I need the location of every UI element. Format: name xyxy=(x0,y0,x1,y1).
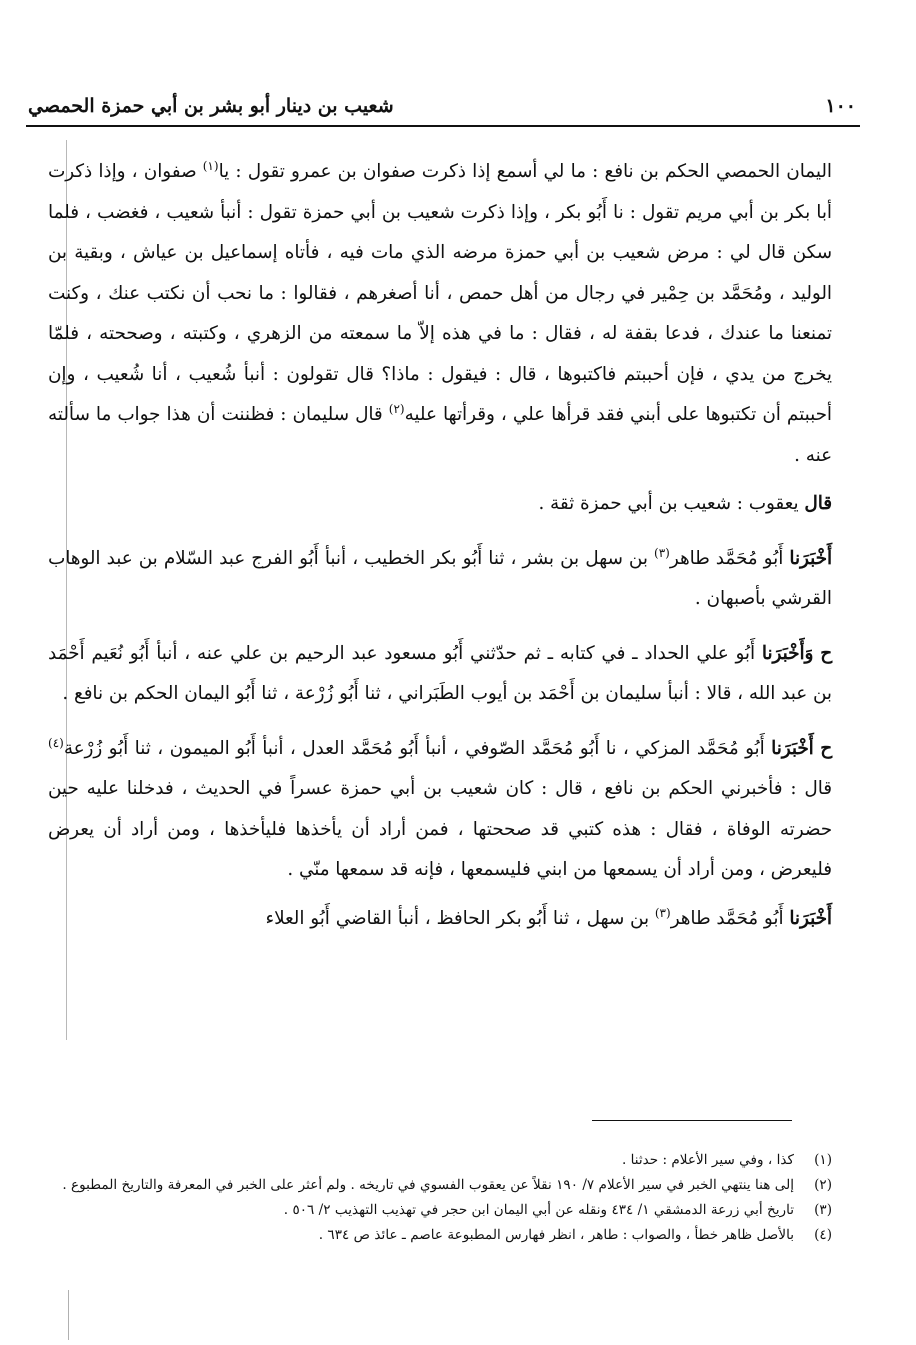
paragraph-1 xyxy=(48,152,832,476)
text-line: أَبُو علي الحداد ـ في كتابه ـ ثم حدّثني أَبُو مسعود عبد الرحيم بن علي xyxy=(230,642,756,664)
text-line: عنه ، أنبأ أَبُو نُعَيم أَحْمَد بن عبد الله ، قالا : أنبأ سليمان بن أَحْمَد بن أيوب الطَبَراني ، ثنا xyxy=(48,642,832,704)
text-line: أَبُو مُحَمَّد طاهر xyxy=(669,547,784,569)
footnote-2 xyxy=(40,1173,832,1198)
text-line: فلمّا يخرج من يدي ، فإن أحببتم فاكتبوها ، قال : فيقول : ماذا؟ قال تقولون : أنبأ xyxy=(48,323,833,385)
text-line: عبد السّلام بن عبد الوهاب القرشي بأصبهان . xyxy=(48,547,832,609)
text-line: بن سهل ، ثنا أَبُو بكر الحافظ ، أنبأ القاضي أَبُو العلاء xyxy=(265,907,650,929)
ha-marker: ح xyxy=(820,737,833,759)
text-line: رجال من أهل حمص ، أنا أصغرهم ، فقالوا : ما نحب أن نكتب عنك ، وكنت تمنعنا ما xyxy=(48,282,832,344)
text-line: بن سهل بن بشر ، ثنا أَبُو بكر الخطيب ، أنبأ أَبُو الفرج xyxy=(251,547,648,569)
page-number: ١٠٠ xyxy=(825,95,856,117)
keyword: قال xyxy=(804,493,832,514)
paragraph-2 xyxy=(48,484,832,525)
scan-artifact-line xyxy=(68,1290,69,1340)
footnote-ref-1[interactable]: (١) xyxy=(202,158,219,173)
keyword: أَخْبَرَنا xyxy=(789,907,832,929)
text-line: اليمان الحمصي الحكم بن نافع : ما لي أسمع إذا ذكرت صفوان بن عمرو تقول : يا xyxy=(218,161,833,182)
text-line: حمزة عسراً في الحديث ، فدخلنا عليه حين حضرته الوفاة ، فقال : هذه كتبي قد xyxy=(48,778,833,840)
main-text xyxy=(48,152,832,939)
ha-marker: ح xyxy=(820,642,833,664)
paragraph-4 xyxy=(48,634,832,715)
footnote-number: (١) xyxy=(814,1152,832,1168)
page-header xyxy=(28,86,856,126)
footnote-text: بالأصل ظاهر خطأ ، والصواب : طاهر ، انظر فهارس المطبوعة عاصم ـ عائذ ص ٦٣٤ . xyxy=(318,1227,794,1243)
text-line: أَبُو زُرْعة ، ثنا أَبُو اليمان الحكم بن نافع . xyxy=(62,683,359,704)
footnote-text: تاريخ أبي زرعة الدمشقي ١/ ٤٣٤ ونقله عن أبي اليمان ابن حجر في تهذيب التهذيب ٢/ ٥٠٦ . xyxy=(283,1202,794,1218)
footnote-1 xyxy=(40,1148,832,1173)
text-line: مرضه الذي مات فيه ، فأتاه إسماعيل بن عياش ، وبقية بن الوليد ، ومُحَمَّد بن حِمْير في xyxy=(48,242,833,304)
text-line: أَبُو الميمون ، ثنا أَبُو زُرْعة xyxy=(63,737,256,759)
footnote-divider xyxy=(592,1120,792,1121)
footnote-ref-2[interactable]: (٢) xyxy=(388,401,405,416)
footnote-number: (٣) xyxy=(814,1202,832,1218)
paragraph-3 xyxy=(48,539,832,620)
footnote-text: إلى هنا ينتهي الخبر في سير الأعلام ٧/ ١٩٠ نقلاً عن يعقوب الفسوي في تاريخه . ولم أعثر على الخبر في المعرفة والتاريخ المطبوع . xyxy=(62,1177,794,1193)
footnote-number: (٢) xyxy=(814,1177,832,1193)
text-line: صفوان ، وإذا ذكرت أبا بكر بن أبي مريم تقول : نا أَبُو بكر ، وإذا ذكرت شعيب بن أبي xyxy=(48,161,832,223)
text-line: أَبُو مُحَمَّد المزكي ، نا أَبُو مُحَمَّد الصّوفي ، أنبأ أَبُو مُحَمَّد العدل ، أنبأ xyxy=(262,737,765,759)
footnote-ref-4[interactable]: (٤) xyxy=(48,735,64,750)
paragraph-5 xyxy=(48,729,832,891)
text-line: يعقوب : شعيب بن أبي حمزة ثقة . xyxy=(538,493,799,514)
paragraph-6 xyxy=(48,899,832,940)
keyword: أَخْبَرَنا xyxy=(789,547,833,569)
text-line: أَبُو مُحَمَّد طاهر xyxy=(670,907,784,929)
footnote-3 xyxy=(40,1198,832,1223)
footnote-4 xyxy=(40,1223,832,1248)
header-divider xyxy=(26,125,860,127)
text-line: حمزة تقول : أنبأ شعيب ، فغضب ، فلما سكن قال لي : مرض شعيب بن أبي حمزة xyxy=(48,201,833,263)
text-line: يسمعها من ابني فليسمعها ، فإنه قد سمعها منّي . xyxy=(287,859,658,880)
footnote-text: كذا ، وفي سير الأعلام : حدثنا . xyxy=(621,1152,794,1168)
footnotes xyxy=(40,1148,832,1248)
keyword: وَأَخْبَرَنا xyxy=(761,642,814,664)
text-line: عندك ، فدعا بقفة له ، فقال : ما في هذه إلاّ ما سمعته من الزهري ، وكتبته ، وصححته ، xyxy=(86,323,762,344)
keyword: أَخْبَرَنا xyxy=(771,737,814,759)
text-line: قال : فأخبرني الحكم بن نافع ، قال : كان شعيب بن أبي xyxy=(389,778,833,799)
text-line: صححتها ، فمن أراد أن يأخذها فليأخذها ، ومن أراد أن يعرض فليعرض ، ومن أراد أن xyxy=(48,818,832,880)
footnote-number: (٤) xyxy=(814,1227,832,1243)
text-line: قال سليمان : فظننت أن هذا جواب ما سألته عنه . xyxy=(48,404,832,466)
text-line: شُعيب ، أنا شُعيب ، وإن أحببتم أن تكتبوها على أبني فقد قرأها علي ، وقرأتها عليه xyxy=(48,363,833,425)
footnote-ref-3[interactable]: (٣) xyxy=(654,905,671,920)
footnote-ref-3[interactable]: (٣) xyxy=(654,545,670,560)
running-title: شعيب بن دينار أبو بشر بن أبي حمزة الحمصي xyxy=(28,95,394,117)
